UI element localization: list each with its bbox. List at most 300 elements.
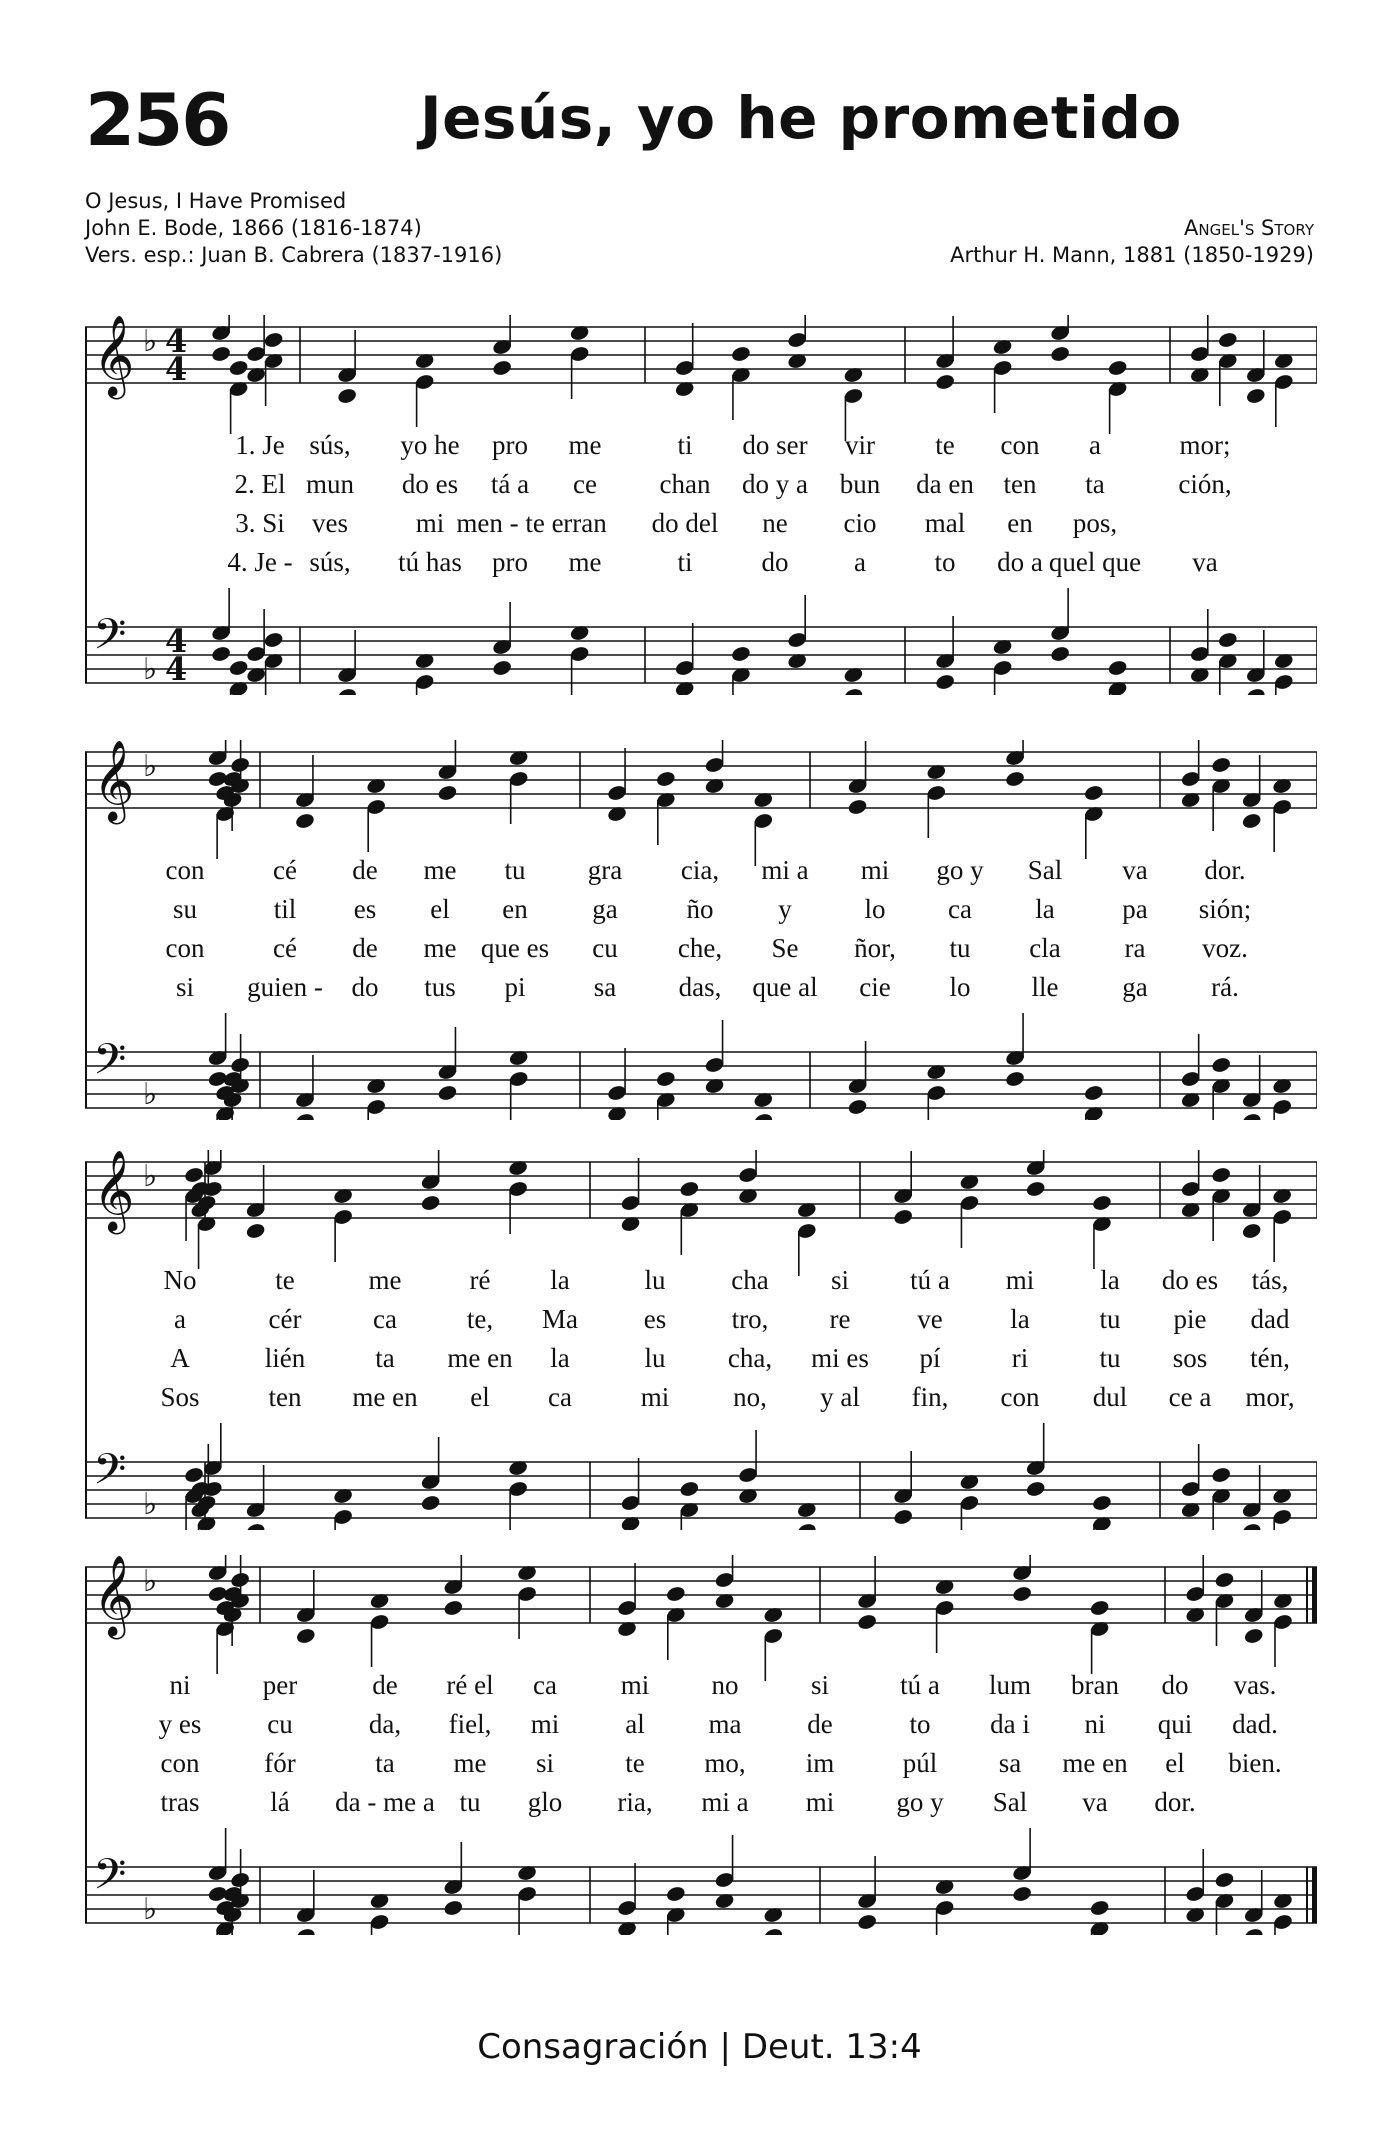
lyric-syllable: Sal bbox=[992, 1787, 1028, 1817]
note-head bbox=[1083, 1084, 1104, 1102]
lyric-syllable: a bbox=[854, 547, 866, 577]
note-head bbox=[1025, 1480, 1046, 1498]
lyric-syllable: do es bbox=[1161, 1265, 1219, 1295]
lyric-syllable: sa bbox=[998, 1748, 1022, 1778]
lyric-syllable: de bbox=[352, 933, 378, 963]
lyric-syllable: tá a bbox=[490, 469, 530, 499]
lyric-syllable: sús, bbox=[309, 547, 351, 577]
lyric-syllable: que es bbox=[480, 933, 550, 963]
lyric-syllable: No bbox=[163, 1265, 197, 1295]
verse-line-1 bbox=[85, 430, 1317, 469]
lyric-syllable: ca bbox=[948, 894, 972, 924]
lyric-syllable: de bbox=[352, 855, 378, 885]
note-head bbox=[1107, 659, 1128, 677]
lyric-syllable: lu bbox=[644, 1265, 666, 1295]
note-head bbox=[336, 387, 357, 405]
lyric-syllable: dul bbox=[1092, 1382, 1128, 1412]
lyric-syllable: ta bbox=[375, 1343, 395, 1373]
lyric-syllable: til bbox=[273, 894, 297, 924]
note-head bbox=[934, 373, 955, 391]
lyric-syllable: 1. Je bbox=[235, 430, 285, 460]
lyric-syllable: guien - bbox=[247, 972, 323, 1002]
lyric-syllable: Se bbox=[771, 933, 799, 963]
lyric-syllable: pro bbox=[492, 430, 528, 460]
verse-line-1 bbox=[85, 855, 1317, 894]
hymn-title: Jesús, yo he prometido bbox=[420, 84, 1182, 152]
english-title: O Jesus, I Have Promised bbox=[85, 189, 347, 213]
note-head bbox=[1049, 345, 1070, 363]
lyric-syllable: va bbox=[1122, 855, 1148, 885]
note-head bbox=[1217, 331, 1238, 349]
lyric-syllable: ne bbox=[762, 508, 788, 538]
lyric-syllable: mi es bbox=[811, 1343, 869, 1373]
lyric-syllable: cla bbox=[1029, 933, 1061, 963]
note-head bbox=[856, 1613, 877, 1631]
note-head bbox=[229, 756, 250, 774]
lyric-syllable: men - te e bbox=[456, 508, 564, 538]
note-head bbox=[1089, 1899, 1110, 1917]
lyric-syllable: la bbox=[550, 1343, 570, 1373]
lyric-syllable: tú has bbox=[398, 547, 462, 577]
tune-name: Angel's Story bbox=[1184, 216, 1314, 240]
note-head bbox=[183, 1166, 204, 1184]
note-head bbox=[1083, 784, 1104, 802]
note-head bbox=[1091, 1494, 1112, 1512]
note-head bbox=[183, 1466, 204, 1484]
lyric-syllable: ria, bbox=[617, 1787, 653, 1817]
lyric-syllable: im bbox=[805, 1748, 835, 1778]
lyric-syllable: si bbox=[535, 1748, 555, 1778]
note-head bbox=[730, 345, 751, 363]
lyric-syllable: do a bbox=[997, 547, 1043, 577]
lyric-syllable: ni bbox=[169, 1670, 191, 1700]
lyric-syllable: lién bbox=[264, 1343, 306, 1373]
credits-right bbox=[950, 188, 1314, 269]
lyric-syllable: me bbox=[423, 933, 457, 963]
lyric-syllable: ti bbox=[677, 547, 693, 577]
verse-line-4 bbox=[85, 972, 1317, 1011]
lyric-syllable: me en bbox=[447, 1343, 513, 1373]
bass-staff bbox=[85, 610, 1317, 688]
treble-staff bbox=[85, 1150, 1317, 1234]
note-head bbox=[263, 331, 284, 349]
lyric-syllable: tu bbox=[459, 1787, 481, 1817]
note-head bbox=[674, 680, 695, 695]
note-head bbox=[606, 1105, 627, 1120]
note-head bbox=[210, 345, 231, 363]
lyric-syllable: go y bbox=[896, 1787, 944, 1817]
lyric-syllable: no, bbox=[733, 1382, 767, 1412]
lyric-syllable: y es bbox=[158, 1709, 202, 1739]
lyric-syllable: mi a bbox=[701, 1787, 749, 1817]
lyric-syllable: con bbox=[165, 855, 205, 885]
note-head bbox=[616, 1920, 637, 1935]
lyric-syllable: tu bbox=[504, 855, 526, 885]
lyric-syllable: mi bbox=[530, 1709, 560, 1739]
note-head bbox=[1241, 1222, 1262, 1240]
lyric-syllable: me bbox=[453, 1748, 487, 1778]
lyric-syllable: con bbox=[1000, 1382, 1040, 1412]
lyric-syllable: lá bbox=[270, 1787, 290, 1817]
lyric-syllable: mor, bbox=[1245, 1382, 1295, 1412]
bass-clef-icon: 𝄢 bbox=[93, 1035, 127, 1095]
lyric-syllable: me bbox=[423, 855, 457, 885]
flat-key-signature-icon: ♭ bbox=[143, 1892, 158, 1927]
lyric-syllable: tú a bbox=[910, 1265, 950, 1295]
lyric-syllable: ti bbox=[677, 430, 693, 460]
note-head bbox=[420, 1494, 441, 1512]
treble-clef-icon: 𝄞 bbox=[93, 315, 135, 396]
lyric-syllable: lu bbox=[644, 1343, 666, 1373]
lyric-syllable: che, bbox=[677, 933, 723, 963]
lyric-syllable: sos bbox=[1172, 1343, 1208, 1373]
lyric-syllable: mi bbox=[1005, 1265, 1035, 1295]
note-head bbox=[620, 1515, 641, 1530]
lyric-syllable: to bbox=[934, 547, 956, 577]
lyric-syllable: mo, bbox=[704, 1748, 746, 1778]
time-signature: 4 bbox=[165, 650, 188, 688]
lyric-syllable: púl bbox=[902, 1748, 938, 1778]
note-head bbox=[763, 1927, 784, 1935]
lyric-syllable: te bbox=[935, 430, 955, 460]
note-head bbox=[1210, 1056, 1231, 1074]
footer-separator: | bbox=[719, 2027, 732, 2067]
lyric-syllable: vir bbox=[845, 430, 875, 460]
lyric-syllable: tás, bbox=[1251, 1265, 1289, 1295]
lyric-syllable: lo bbox=[949, 972, 971, 1002]
lyric-syllable: re bbox=[829, 1304, 851, 1334]
note-head bbox=[655, 1070, 676, 1088]
lyric-syllable: vas. bbox=[1233, 1670, 1277, 1700]
note-head bbox=[1011, 1585, 1032, 1603]
lyric-syllable: cio bbox=[843, 508, 877, 538]
lyric-syllable: cha bbox=[731, 1265, 769, 1295]
lyric-syllable: do ser bbox=[742, 430, 808, 460]
lyric-syllable: da en bbox=[916, 469, 974, 499]
lyric-syllable: me bbox=[368, 1265, 402, 1295]
footer-topic: Consagración bbox=[477, 2027, 709, 2067]
note-head bbox=[294, 812, 315, 830]
lyric-syllable: con bbox=[165, 933, 205, 963]
footer bbox=[0, 2027, 1399, 2067]
note-head bbox=[753, 1112, 774, 1120]
lyric-syllable: la bbox=[550, 1265, 570, 1295]
verse-line-4 bbox=[85, 1787, 1317, 1826]
lyric-syllable: pa bbox=[1122, 894, 1148, 924]
lyric-syllable: ri bbox=[1011, 1343, 1029, 1373]
note-head bbox=[1214, 1571, 1235, 1589]
lyric-syllable: me en bbox=[1062, 1748, 1128, 1778]
treble-staff bbox=[85, 1555, 1317, 1639]
lyric-syllable: cie bbox=[859, 972, 891, 1002]
bass-staff bbox=[85, 1445, 1317, 1522]
note-head bbox=[229, 1056, 250, 1074]
note-head bbox=[1217, 631, 1238, 649]
note-head bbox=[1091, 1194, 1112, 1212]
lyric-syllable: cia, bbox=[680, 855, 720, 885]
lyric-syllable: te bbox=[275, 1265, 295, 1295]
note-head bbox=[843, 687, 864, 695]
note-head bbox=[679, 1180, 700, 1198]
lyric-syllable: ce bbox=[573, 469, 597, 499]
verse-line-2 bbox=[85, 1709, 1317, 1748]
lyric-syllable: tras bbox=[160, 1787, 200, 1817]
verse-line-1 bbox=[85, 1670, 1317, 1709]
note-head bbox=[1241, 1522, 1262, 1530]
lyric-syllable: pi bbox=[504, 972, 526, 1002]
bass-staff bbox=[85, 1035, 1317, 1112]
time-signature: 4 bbox=[165, 322, 188, 360]
note-head bbox=[491, 659, 512, 677]
lyric-syllable: en bbox=[1007, 508, 1033, 538]
note-head bbox=[1107, 359, 1128, 377]
lyric-syllable: tén, bbox=[1250, 1343, 1290, 1373]
lyric-syllable: da i bbox=[990, 1709, 1030, 1739]
note-head bbox=[1210, 1466, 1231, 1484]
note-head bbox=[1243, 1627, 1264, 1645]
note-head bbox=[847, 1098, 868, 1116]
bass-clef-icon: 𝄢 bbox=[93, 1850, 127, 1910]
lyric-syllable: dad. bbox=[1232, 1709, 1278, 1739]
verse-line-3 bbox=[85, 933, 1317, 972]
note-head bbox=[847, 798, 868, 816]
lyric-syllable: y bbox=[778, 894, 792, 924]
lyric-syllable: cha, bbox=[727, 1343, 773, 1373]
lyric-syllable: el bbox=[1165, 1748, 1185, 1778]
lyric-syllable: mi bbox=[860, 855, 890, 885]
note-head bbox=[1241, 1112, 1262, 1120]
bass-staff bbox=[85, 1850, 1317, 1927]
lyric-syllable: das, bbox=[678, 972, 722, 1002]
lyric-syllable: te bbox=[625, 1748, 645, 1778]
lyric-syllable: y al bbox=[820, 1382, 860, 1412]
lyric-syllable: si bbox=[810, 1670, 830, 1700]
note-head bbox=[1004, 1070, 1025, 1088]
note-head bbox=[893, 1508, 914, 1526]
lyric-syllable: cu bbox=[592, 933, 618, 963]
lyric-syllable: yo he bbox=[400, 430, 460, 460]
note-head bbox=[228, 659, 249, 677]
verse-line-3 bbox=[85, 508, 1317, 547]
note-head bbox=[245, 1222, 266, 1240]
lyrics-block bbox=[85, 855, 1317, 1011]
lyric-syllable: mal bbox=[924, 508, 966, 538]
lyric-syllable: ves bbox=[312, 508, 348, 538]
lyric-syllable: tu bbox=[949, 933, 971, 963]
lyric-syllable: no bbox=[711, 1670, 739, 1700]
lyric-syllable: 4. Je - bbox=[227, 547, 293, 577]
lyric-syllable: rran bbox=[563, 508, 607, 538]
note-head bbox=[294, 1112, 315, 1120]
flat-key-signature-icon: ♭ bbox=[143, 749, 158, 784]
lyric-syllable: dor. bbox=[1154, 1787, 1196, 1817]
lyric-syllable: tus bbox=[424, 972, 456, 1002]
verse-line-3 bbox=[85, 1748, 1317, 1787]
verse-line-2 bbox=[85, 894, 1317, 933]
lyric-syllable: mi a bbox=[761, 855, 809, 885]
lyric-syllable: mi bbox=[640, 1382, 670, 1412]
lyric-syllable: 3. Si bbox=[235, 508, 285, 538]
lyric-syllable: mi bbox=[805, 1787, 835, 1817]
lyric-syllable: glo bbox=[527, 1787, 563, 1817]
lyric-syllable: que al bbox=[752, 972, 818, 1002]
lyric-syllable: dor. bbox=[1204, 855, 1246, 885]
time-signature: 4 bbox=[165, 350, 188, 388]
translator: Vers. esp.: Juan B. Cabrera (1837-1916) bbox=[85, 243, 503, 267]
lyric-syllable: a bbox=[174, 1304, 186, 1334]
lyric-syllable: con bbox=[160, 1748, 200, 1778]
lyric-syllable: lum bbox=[988, 1670, 1032, 1700]
verse-line-4 bbox=[85, 1382, 1317, 1421]
lyric-syllable: cu bbox=[267, 1709, 293, 1739]
lyrics-block bbox=[85, 430, 1317, 586]
credits-left bbox=[85, 188, 502, 269]
flat-key-signature-icon: ♭ bbox=[143, 1564, 158, 1599]
lyric-syllable: fiel, bbox=[448, 1709, 492, 1739]
flat-key-signature-icon: ♭ bbox=[143, 1159, 158, 1194]
lyric-syllable: ga bbox=[1122, 972, 1148, 1002]
lyric-syllable: tu bbox=[1099, 1343, 1121, 1373]
lyric-syllable: cé bbox=[273, 855, 297, 885]
lyric-syllable: la bbox=[1010, 1304, 1030, 1334]
note-head bbox=[665, 1585, 686, 1603]
lyric-syllable: mi bbox=[415, 508, 445, 538]
note-head bbox=[443, 1599, 464, 1617]
note-head bbox=[1011, 1885, 1032, 1903]
lyric-syllable: ré bbox=[469, 1265, 491, 1295]
lyric-syllable: do bbox=[761, 547, 789, 577]
lyric-syllable: bun bbox=[839, 469, 881, 499]
lyric-syllable: de bbox=[807, 1709, 833, 1739]
lyric-syllable: la bbox=[1035, 894, 1055, 924]
lyric-syllable: fór bbox=[264, 1748, 296, 1778]
lyric-syllable: es bbox=[643, 1304, 667, 1334]
lyric-syllable: si bbox=[830, 1265, 850, 1295]
lyric-syllable: pro bbox=[492, 547, 528, 577]
lyric-syllable: ni bbox=[1084, 1709, 1106, 1739]
lyric-syllable: ve bbox=[917, 1304, 943, 1334]
lyric-syllable: sa bbox=[593, 972, 617, 1002]
lyric-syllable: Sal bbox=[1027, 855, 1063, 885]
lyric-syllable: A bbox=[170, 1343, 190, 1373]
note-head bbox=[245, 1522, 266, 1530]
flat-key-signature-icon: ♭ bbox=[143, 324, 158, 359]
lyric-syllable: ción, bbox=[1178, 469, 1232, 499]
lyric-syllable: ten bbox=[1003, 469, 1037, 499]
lyric-syllable: tu bbox=[1099, 1304, 1121, 1334]
note-head bbox=[229, 1571, 250, 1589]
note-head bbox=[1049, 645, 1070, 663]
lyric-syllable: bien. bbox=[1228, 1748, 1282, 1778]
composer: Arthur H. Mann, 1881 (1850-1929) bbox=[950, 243, 1314, 267]
note-head bbox=[730, 645, 751, 663]
lyric-syllable: su bbox=[172, 894, 198, 924]
note-head bbox=[437, 784, 458, 802]
note-head bbox=[934, 673, 955, 691]
lyric-syllable: el bbox=[470, 1382, 490, 1412]
lyric-syllable: do bbox=[351, 972, 379, 1002]
note-head bbox=[1210, 756, 1231, 774]
lyric-syllable: en bbox=[502, 894, 528, 924]
lyric-syllable: ce a bbox=[1168, 1382, 1212, 1412]
lyric-syllable: sión; bbox=[1198, 894, 1252, 924]
note-head bbox=[1025, 1180, 1046, 1198]
lyric-syllable: Sos bbox=[160, 1382, 200, 1412]
lyrics-block bbox=[85, 1670, 1317, 1826]
note-head bbox=[1243, 1927, 1264, 1935]
lyric-syllable: ra bbox=[1124, 933, 1146, 963]
lyric-syllable: gra bbox=[587, 855, 623, 885]
lyric-syllable: ñor, bbox=[854, 933, 896, 963]
lyric-syllable: ten bbox=[268, 1382, 302, 1412]
lyric-syllable: qui bbox=[1157, 1709, 1193, 1739]
lyric-syllable: fin, bbox=[911, 1382, 949, 1412]
lyric-syllable: mi bbox=[620, 1670, 650, 1700]
lyric-syllable: pie bbox=[1173, 1304, 1207, 1334]
note-head bbox=[210, 645, 231, 663]
lyric-syllable: da, bbox=[368, 1709, 402, 1739]
lyric-syllable: per bbox=[262, 1670, 298, 1700]
verse-line-4 bbox=[85, 547, 1317, 586]
note-head bbox=[443, 1899, 464, 1917]
lyric-syllable: dad bbox=[1250, 1304, 1290, 1334]
lyric-syllable: ma bbox=[708, 1709, 742, 1739]
note-head bbox=[796, 1522, 817, 1530]
footer-reference: Deut. 13:4 bbox=[741, 2027, 922, 2067]
lyric-syllable: si bbox=[175, 972, 195, 1002]
note-head bbox=[228, 359, 249, 377]
lyric-syllable: ca bbox=[548, 1382, 572, 1412]
lyric-syllable: me en bbox=[352, 1382, 418, 1412]
lyric-syllable: ño bbox=[686, 894, 714, 924]
note-head bbox=[263, 631, 284, 649]
lyric-syllable: do del bbox=[651, 508, 719, 538]
bass-clef-icon: 𝄢 bbox=[93, 1445, 127, 1505]
lyric-syllable: da - me a bbox=[335, 1787, 435, 1817]
note-head bbox=[336, 687, 357, 695]
note-head bbox=[1214, 1871, 1235, 1889]
note-head bbox=[229, 1871, 250, 1889]
lyric-syllable: ta bbox=[375, 1748, 395, 1778]
lyric-syllable: lle bbox=[1031, 972, 1059, 1002]
lyric-syllable: do es bbox=[401, 469, 459, 499]
note-head bbox=[1089, 1599, 1110, 1617]
verse-line-1 bbox=[85, 1265, 1317, 1304]
bass-clef-icon: 𝄢 bbox=[93, 610, 127, 670]
lyric-syllable: me bbox=[568, 547, 602, 577]
verse-line-3 bbox=[85, 1343, 1317, 1382]
note-head bbox=[893, 1208, 914, 1226]
lyric-syllable: de bbox=[372, 1670, 398, 1700]
lyric-syllable: es bbox=[353, 894, 377, 924]
lyric-syllable: ga bbox=[592, 894, 618, 924]
lyric-syllable: pos, bbox=[1072, 508, 1118, 538]
verse-line-2 bbox=[85, 469, 1317, 508]
lyric-syllable: chan bbox=[659, 469, 711, 499]
lyric-syllable: Ma bbox=[542, 1304, 578, 1334]
note-head bbox=[665, 1885, 686, 1903]
note-head bbox=[437, 1084, 458, 1102]
note-head bbox=[420, 1194, 441, 1212]
time-signature: 4 bbox=[165, 622, 188, 660]
note-head bbox=[1241, 812, 1262, 830]
lyric-syllable: el bbox=[430, 894, 450, 924]
note-head bbox=[1210, 1166, 1231, 1184]
note-head bbox=[491, 359, 512, 377]
lyric-syllable: bran bbox=[1071, 1670, 1119, 1700]
lyric-syllable: 2. El bbox=[234, 469, 286, 499]
note-head bbox=[1245, 387, 1266, 405]
